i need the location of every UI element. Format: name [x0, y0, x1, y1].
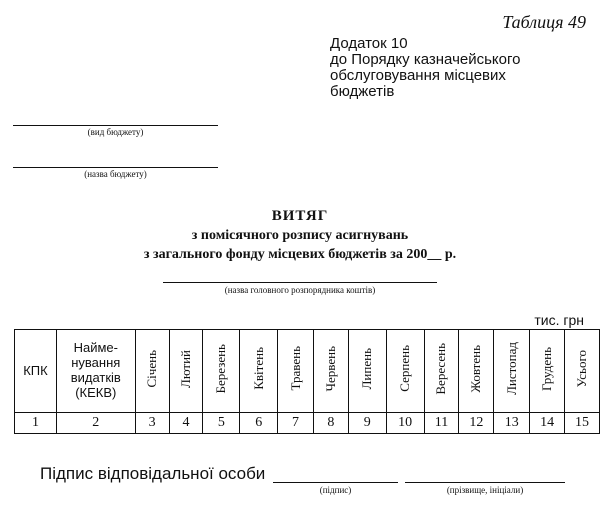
header-cell: Травень [278, 330, 314, 413]
number-cell: 10 [386, 413, 424, 434]
manager-caption: (назва головного розпорядника коштів) [224, 285, 376, 295]
number-cell: 8 [313, 413, 348, 434]
number-cell: 7 [278, 413, 314, 434]
number-cell: 15 [565, 413, 600, 434]
document-subtitle-2: з загального фонду місцевих бюджетів за 200__ р. [143, 247, 457, 262]
table-header-row [15, 330, 600, 413]
header-cell: Липень [348, 330, 386, 413]
number-cell: 11 [424, 413, 459, 434]
header-cell: Жовтень [459, 330, 494, 413]
number-cell: 5 [203, 413, 240, 434]
allocation-table [14, 329, 600, 434]
appendix-line: бюджетів [330, 83, 395, 100]
header-cell: Квітень [240, 330, 278, 413]
document-subtitle-1: з помісячного розпису асигнувань [191, 228, 409, 243]
number-cell: 3 [135, 413, 169, 434]
header-cell: КПК [15, 330, 57, 413]
budget-name-caption: (назва бюджету) [84, 169, 147, 179]
budget-type-line [13, 125, 218, 126]
header-cell: Грудень [530, 330, 565, 413]
number-cell: 14 [530, 413, 565, 434]
unit-label: тис. грн [534, 312, 584, 328]
header-cell: Березень [203, 330, 240, 413]
budget-type-caption: (вид бюджету) [87, 127, 144, 137]
header-cell: Серпень [386, 330, 424, 413]
table-number-row [15, 413, 600, 434]
header-cell: Вересень [424, 330, 459, 413]
number-cell: 13 [494, 413, 530, 434]
signature-caption: (підпис) [319, 485, 352, 495]
number-cell: 12 [459, 413, 494, 434]
header-cell: Листопад [494, 330, 530, 413]
number-cell: 2 [56, 413, 135, 434]
manager-line [163, 282, 437, 283]
number-cell: 6 [240, 413, 278, 434]
budget-name-line [13, 167, 218, 168]
header-cell: Червень [313, 330, 348, 413]
appendix-line: Додаток 10 [330, 35, 408, 52]
name-caption: (прізвище, ініціали) [446, 485, 524, 495]
number-cell: 9 [348, 413, 386, 434]
signature-line [273, 482, 398, 483]
appendix-line: обслуговування місцевих [330, 67, 506, 84]
number-cell: 4 [169, 413, 203, 434]
header-cell: Січень [135, 330, 169, 413]
header-cell: Усього [565, 330, 600, 413]
table-number-label: Таблиця 49 [502, 12, 586, 32]
name-line [405, 482, 565, 483]
appendix-note [330, 36, 590, 100]
document-title: ВИТЯГ [271, 208, 329, 224]
header-cell: Найме- нування видатків (КЕКВ) [56, 330, 135, 413]
number-cell: 1 [15, 413, 57, 434]
signature-label: Підпис відповідальної особи [40, 464, 266, 483]
appendix-line: до Порядку казначейського [330, 51, 521, 68]
header-cell: Лютий [169, 330, 203, 413]
